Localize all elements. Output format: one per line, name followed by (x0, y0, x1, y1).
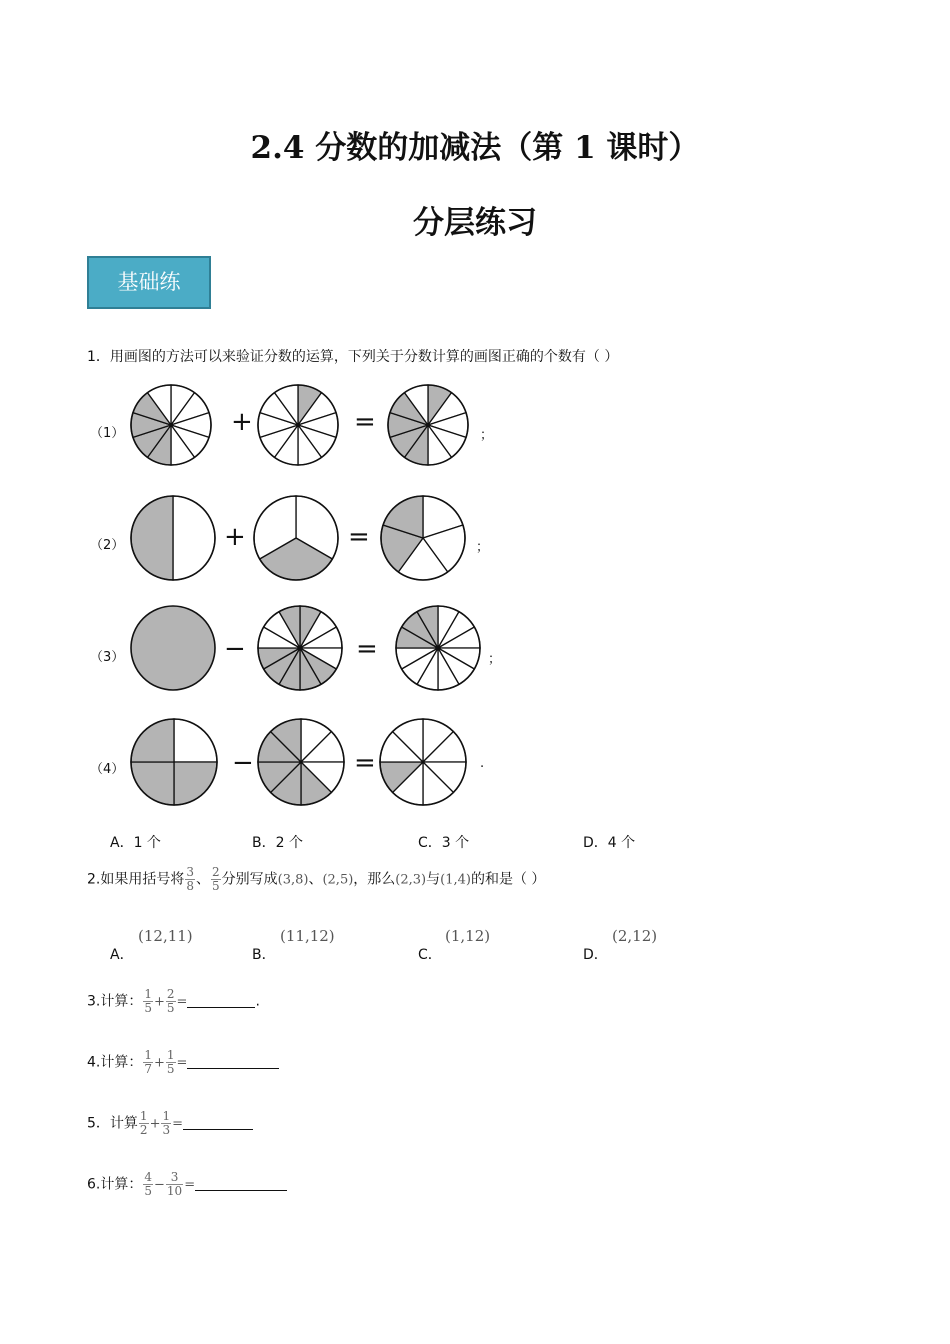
q1-row3-eq: = (356, 634, 378, 664)
pie-r3-c (394, 604, 482, 692)
q1-row2-eq: = (348, 522, 370, 552)
pie-r3-b (256, 604, 344, 692)
q1-row4-end: . (480, 756, 485, 771)
q6-frac-a: $\frac{4}{5}$ (144, 1170, 152, 1198)
q1-option-c[interactable]: C．3 个 (418, 835, 470, 851)
pie-r3-a (129, 604, 217, 692)
pie-r1-a (129, 383, 213, 467)
pie-r4-c (378, 717, 468, 807)
pie-r2-a (129, 494, 217, 582)
q1-row2-label: （2） (90, 538, 125, 553)
q6-frac-b: $\frac{3}{10}$ (166, 1170, 183, 1198)
section-badge: 基础练 (87, 256, 211, 309)
q1-row1-eq: = (354, 407, 376, 437)
q1-row4-eq: = (354, 748, 376, 778)
q2-option-a-value: (12,11) (138, 927, 193, 945)
q1-option-a[interactable]: A．1 个 (110, 835, 161, 851)
q1-row2-op: + (224, 522, 246, 552)
q6-answer-blank[interactable] (195, 1190, 287, 1191)
q1-row3-end: ； (488, 652, 502, 667)
pie-r2-b (252, 494, 340, 582)
q3-frac-a: $\frac{1}{5}$ (144, 987, 152, 1015)
q2-frac1: $\frac{3}{8}$ (186, 865, 194, 893)
q1-option-d[interactable]: D．4 个 (583, 835, 636, 851)
q3-answer-blank[interactable] (187, 1007, 255, 1008)
q1-stem: 1．用画图的方法可以来验证分数的运算，下列关于分数计算的画图正确的个数有（ ） (87, 349, 619, 365)
q5-answer-blank[interactable] (183, 1129, 253, 1130)
q2-frac2: $\frac{2}{5}$ (212, 865, 220, 893)
q1-row1-op: + (231, 407, 253, 437)
pie-slice (173, 496, 215, 580)
pie-slice (131, 606, 215, 690)
q5-frac-b: $\frac{1}{3}$ (162, 1109, 171, 1137)
pie-r4-b (256, 717, 346, 807)
q1-row1-label: （1） (90, 426, 125, 441)
q2-option-d-letter[interactable]: D． (583, 947, 608, 963)
q3: 3.计算： $\frac{1}{5}$ + $\frac{2}{5}$ = . (87, 987, 260, 1015)
pie-r1-c (386, 383, 470, 467)
q1-row2-end: ； (476, 540, 490, 555)
pie-r4-a (129, 717, 219, 807)
pie-r1-b (256, 383, 340, 467)
q2-stem: 2.如果用括号将 $\frac{3}{8}$ 、 $\frac{2}{5}$ 分别写成(3,8)、(2,5)，那么(2,3)与(1,4)的和是（ ） (87, 865, 546, 893)
q4: 4.计算： $\frac{1}{7}$ + $\frac{1}{5}$ = (87, 1049, 279, 1076)
q5: 5．计算 $\frac{1}{2}$ + $\frac{1}{3}$ = (87, 1110, 253, 1137)
pie-slice (131, 496, 173, 580)
q4-frac-b: $\frac{1}{5}$ (166, 1048, 175, 1076)
q2-option-c-letter[interactable]: C． (418, 947, 442, 963)
q1-row4-label: （4） (90, 762, 125, 777)
q1-row3-op: − (224, 634, 246, 664)
q1-row4-op: − (232, 748, 254, 778)
q5-frac-a: $\frac{1}{2}$ (139, 1109, 148, 1137)
q1-row1-end: ； (480, 428, 494, 443)
pie-r2-c (379, 494, 467, 582)
q2-option-b-value: (11,12) (280, 927, 335, 945)
q4-frac-a: $\frac{1}{7}$ (144, 1048, 152, 1076)
q2-option-a-letter[interactable]: A． (110, 947, 134, 963)
page-subtitle: 分层练习 (413, 205, 537, 241)
q6: 6.计算： $\frac{4}{5}$ − $\frac{3}{10}$ = (87, 1171, 287, 1198)
q2-option-b-letter[interactable]: B． (252, 947, 276, 963)
q1-option-b[interactable]: B．2 个 (252, 835, 303, 851)
q3-frac-b: $\frac{2}{5}$ (166, 987, 175, 1015)
q4-answer-blank[interactable] (187, 1068, 279, 1069)
q2-option-c-value: (1,12) (445, 927, 491, 945)
q2-option-d-value: (2,12) (612, 927, 658, 945)
q1-row3-label: （3） (90, 650, 125, 665)
page-title: 2.4 分数的加减法（第 1 课时） (250, 130, 700, 166)
